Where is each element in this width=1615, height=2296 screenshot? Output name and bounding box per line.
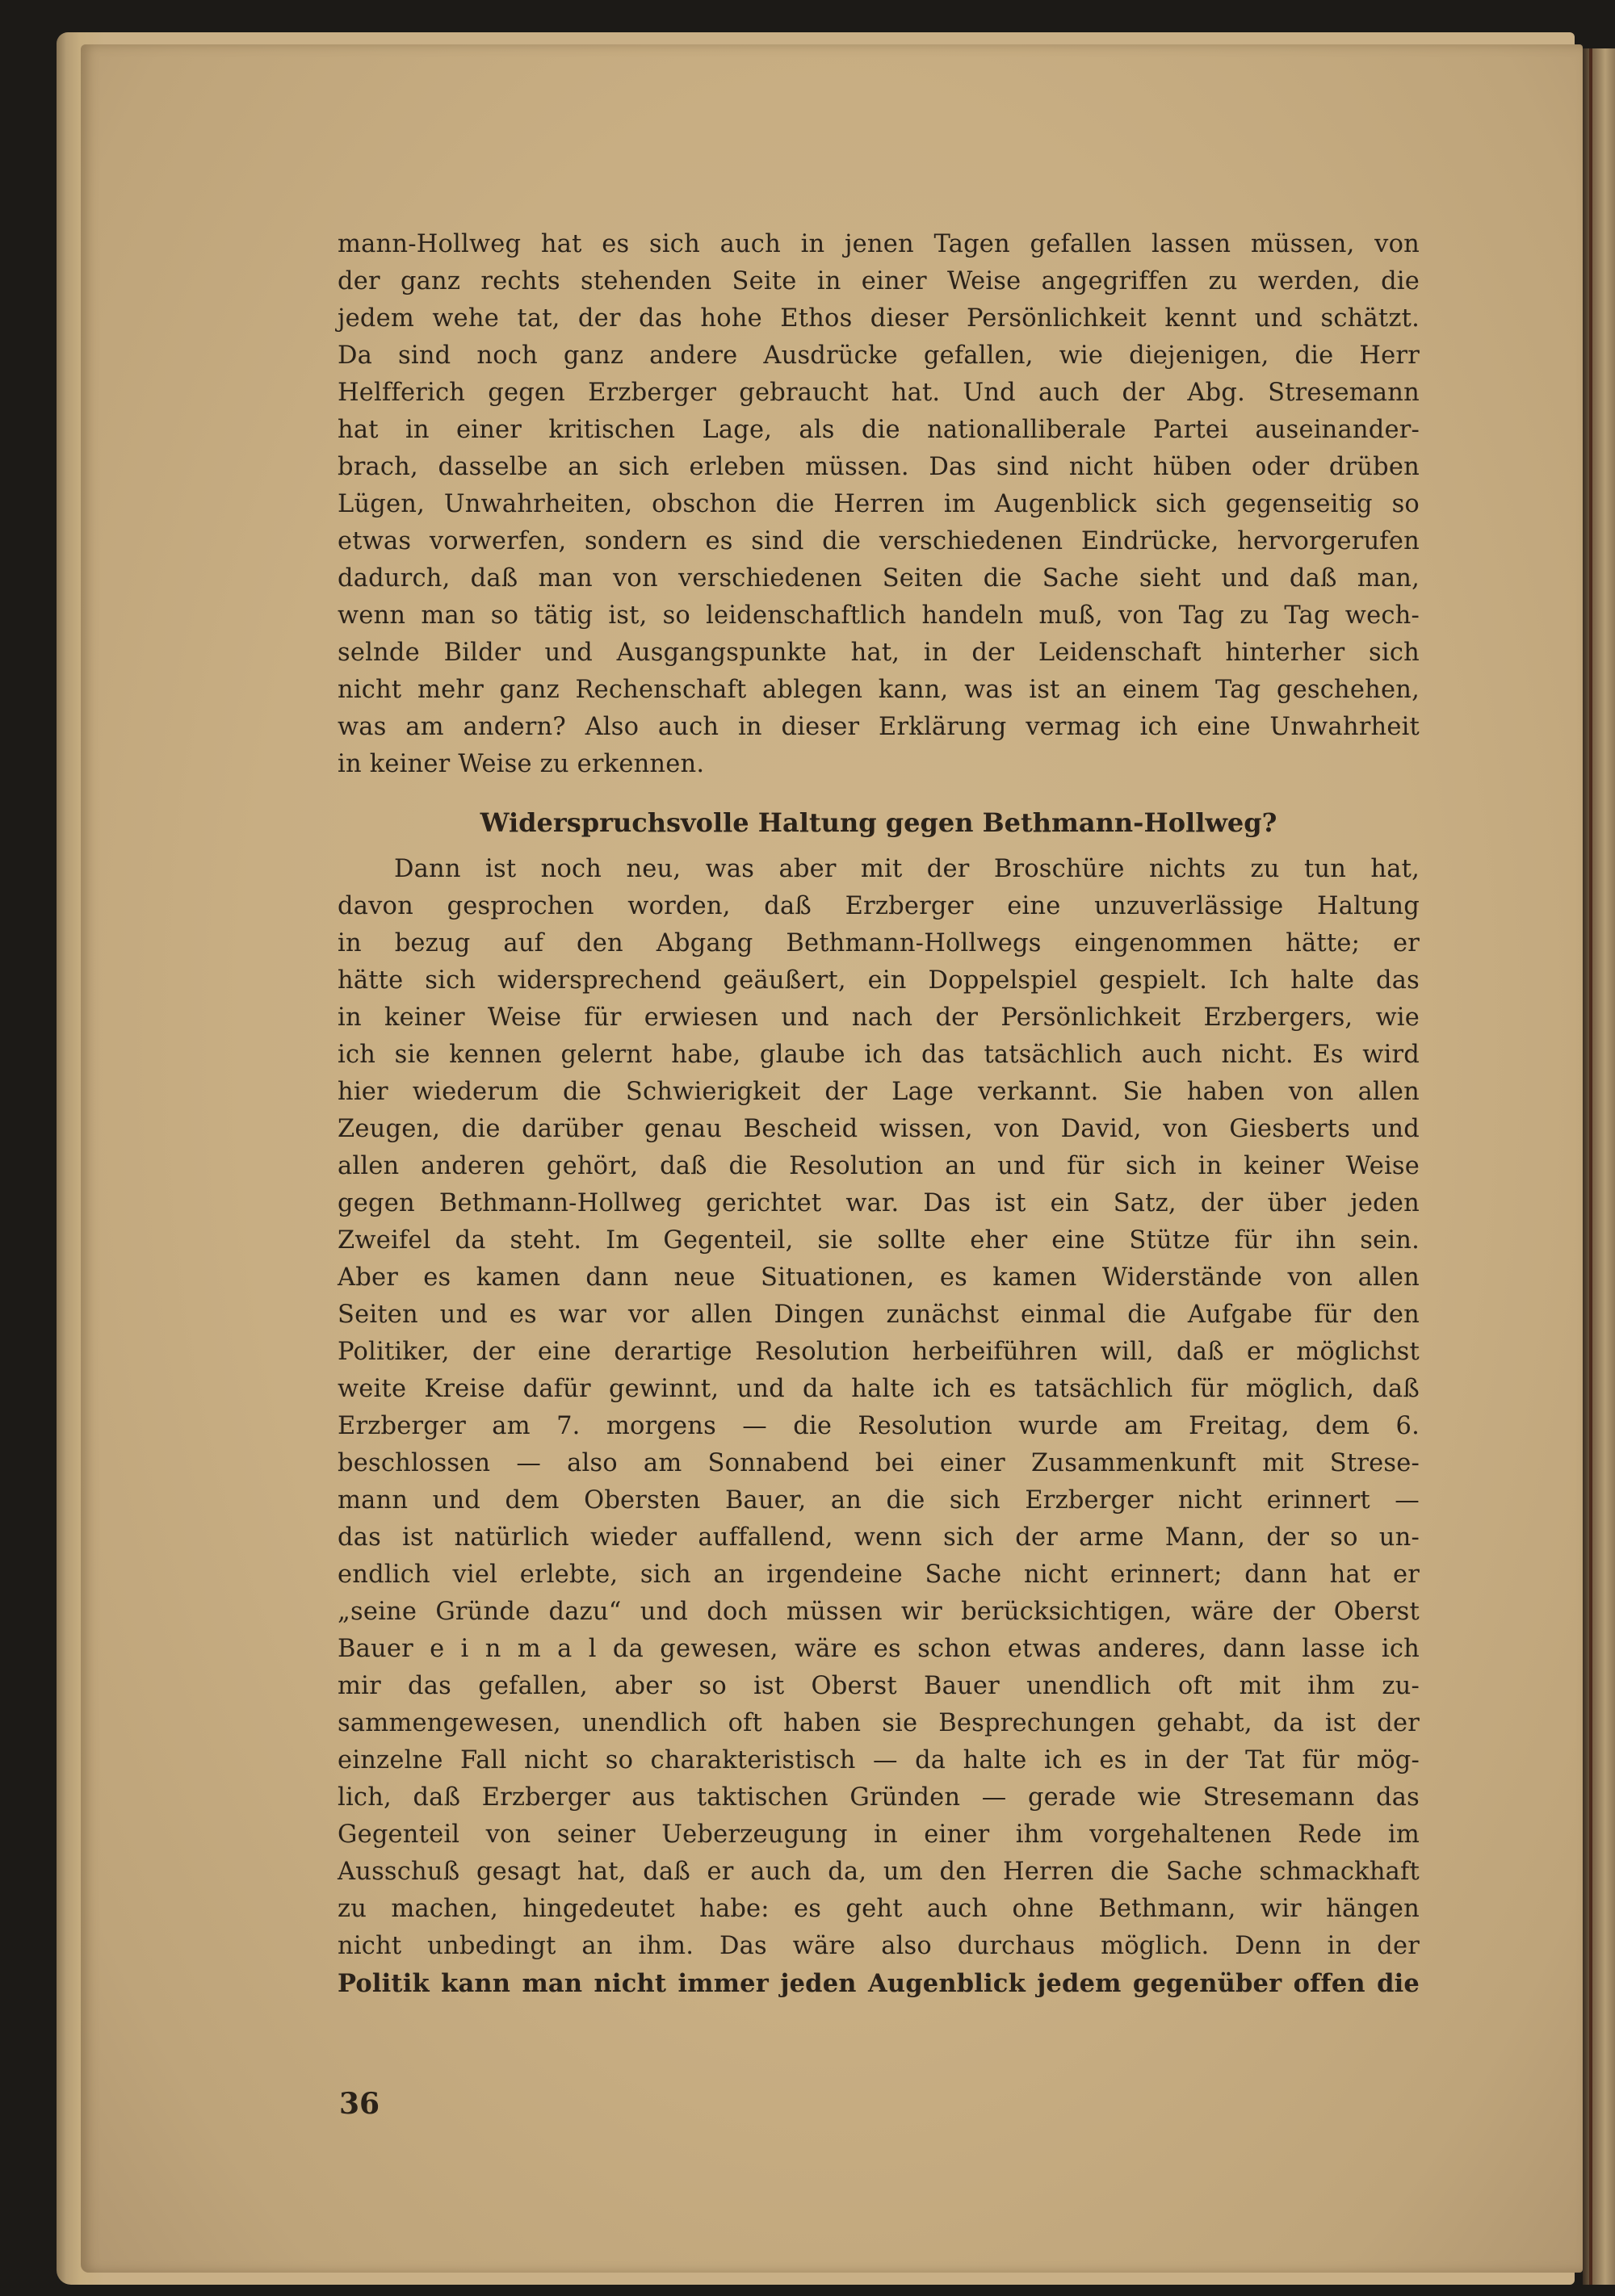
text-line: Politiker, der eine derartige Resolution herbeiführen will, daß er möglichst (338, 1338, 1420, 1366)
text-line: mann und dem Obersten Bauer, an die sich Erzberger nicht erinnert — (338, 1486, 1420, 1515)
text-line: allen anderen gehört, daß die Resolution an und für sich in keiner Weise (338, 1152, 1420, 1180)
text-line: Gegenteil von seiner Ueberzeugung in einer ihm vorgehaltenen Rede im (338, 1820, 1420, 1849)
text-line: Aber es kamen dann neue Situationen, es kamen Widerstände von allen (338, 1263, 1420, 1292)
text-line: in keiner Weise für erwiesen und nach der Persönlichkeit Erzbergers, wie (338, 1003, 1420, 1032)
text-line: hätte sich widersprechend geäußert, ein Doppelspiel gespielt. Ich halte das (338, 966, 1420, 995)
text-line: nicht unbedingt an ihm. Das wäre also durchaus möglich. Denn in der (338, 1932, 1420, 1960)
text-line: Zweifel da steht. Im Gegenteil, sie sollte eher eine Stütze für ihn sein. (338, 1226, 1420, 1255)
text-line: „seine Gründe dazu“ und doch müssen wir berücksichtigen, wäre der Oberst (338, 1598, 1420, 1626)
text-line: Dann ist noch neu, was aber mit der Broschüre nichts zu tun hat, (394, 855, 1420, 883)
text-line: Lügen, Unwahrheiten, obschon die Herren im Augenblick sich gegenseitig so (338, 490, 1420, 518)
facing-page-edge (1589, 48, 1592, 2285)
page-number: 36 (339, 2087, 380, 2121)
text-line: das ist natürlich wieder auffallend, wenn sich der arme Mann, der so un- (338, 1523, 1420, 1552)
text-line: lich, daß Erzberger aus taktischen Gründen — gerade wie Stresemann das (338, 1783, 1420, 1812)
text-line: einzelne Fall nicht so charakteristisch — da halte ich es in der Tat für mög- (338, 1746, 1420, 1774)
text-line: Erzberger am 7. morgens — die Resolution wurde am Freitag, dem 6. (338, 1412, 1420, 1440)
text-line: Helfferich gegen Erzberger gebraucht hat. Und auch der Abg. Stresemann (338, 379, 1420, 407)
text-line: hier wiederum die Schwierigkeit der Lage verkannt. Sie haben von allen (338, 1078, 1420, 1106)
text-line: Da sind noch ganz andere Ausdrücke gefallen, wie diejenigen, die Herr (338, 341, 1420, 370)
text-line: Ausschuß gesagt hat, daß er auch da, um den Herren die Sache schmackhaft (338, 1858, 1420, 1886)
paragraph-1 (338, 226, 1420, 783)
text-line: ich sie kennen gelernt habe, glaube ich das tatsächlich auch nicht. Es wird (338, 1041, 1420, 1069)
text-line: zu machen, hingedeutet habe: es geht auch ohne Bethmann, wir hängen (338, 1895, 1420, 1923)
paragraph-2 (338, 851, 1420, 2002)
text-line: Bauer e i n m a l da gewesen, wäre es schon etwas anderes, dann lasse ich (338, 1635, 1420, 1663)
text-line: sammengewesen, unendlich oft haben sie Besprechungen gehabt, da ist der (338, 1709, 1420, 1737)
text-line: der ganz rechts stehenden Seite in einer Weise angegriffen zu werden, die (338, 267, 1420, 295)
page-text (338, 226, 1420, 2002)
text-line: weite Kreise dafür gewinnt, und da halte ich es tatsächlich für möglich, daß (338, 1375, 1420, 1403)
book-spine-gutter (1583, 48, 1615, 2285)
text-line: selnde Bilder und Ausgangspunkte hat, in der Leidenschaft hinterher sich (338, 639, 1420, 667)
text-line: in keiner Weise zu erkennen. (338, 750, 705, 778)
section-heading: Widerspruchsvolle Haltung gegen Bethmann-Hollweg? (480, 807, 1277, 838)
text-line: Zeugen, die darüber genau Bescheid wissen, von David, von Giesberts und (338, 1115, 1420, 1143)
text-line: in bezug auf den Abgang Bethmann-Hollwegs eingenommen hätte; er (338, 929, 1420, 957)
text-line: jedem wehe tat, der das hohe Ethos dieser Persönlichkeit kennt und schätzt. (338, 304, 1420, 333)
text-line: wenn man so tätig ist, so leidenschaftlich handeln muß, von Tag zu Tag wech- (338, 601, 1420, 630)
text-line: beschlossen — also am Sonnabend bei einer Zusammenkunft mit Strese- (338, 1449, 1420, 1477)
text-line: nicht mehr ganz Rechenschaft ablegen kann, was ist an einem Tag geschehen, (338, 676, 1420, 704)
text-line: mir das gefallen, aber so ist Oberst Bauer unendlich oft mit ihm zu- (338, 1672, 1420, 1700)
text-line: endlich viel erlebte, sich an irgendeine Sache nicht erinnert; dann hat er (338, 1561, 1420, 1589)
text-line: etwas vorwerfen, sondern es sind die verschiedenen Eindrücke, hervorgerufen (338, 527, 1420, 555)
text-line: brach, dasselbe an sich erleben müssen. Das sind nicht hüben oder drüben (338, 453, 1420, 481)
text-line: mann-Hollweg hat es sich auch in jenen Tagen gefallen lassen müssen, von (338, 230, 1420, 258)
text-line: davon gesprochen worden, daß Erzberger eine unzuverlässige Haltung (338, 892, 1420, 920)
text-line: gegen Bethmann-Hollweg gerichtet war. Das ist ein Satz, der über jeden (338, 1189, 1420, 1217)
text-line: Seiten und es war vor allen Dingen zunächst einmal die Aufgabe für den (338, 1301, 1420, 1329)
text-line: hat in einer kritischen Lage, als die nationalliberale Partei auseinander- (338, 416, 1420, 444)
text-line: Politik kann man nicht immer jeden Augenblick jedem gegenüber offen die (338, 1969, 1420, 1998)
text-line: was am andern? Also auch in dieser Erklärung vermag ich eine Unwahrheit (338, 713, 1420, 741)
text-line: dadurch, daß man von verschiedenen Seiten die Sache sieht und daß man, (338, 564, 1420, 593)
